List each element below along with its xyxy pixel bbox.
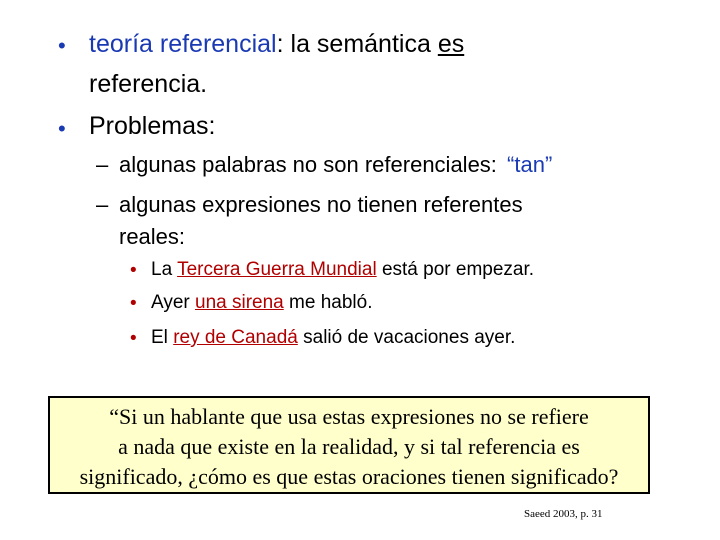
dash-marker: – — [96, 152, 109, 177]
sub-item-palabras — [119, 152, 552, 178]
sub1-text: algunas palabras no son referenciales: — [119, 152, 497, 177]
quote-line: significado, ¿cómo es que estas oraciones tienen significado? — [79, 464, 619, 489]
item-problemas: Problemas: — [89, 112, 216, 140]
citation: Saeed 2003, p. 31 — [524, 508, 603, 520]
bullet-marker: • — [58, 33, 66, 58]
example-pre: La — [151, 259, 178, 280]
sub-item-expresiones-line2: reales: — [119, 224, 186, 249]
quote-box — [48, 396, 650, 494]
bullet-marker: • — [58, 116, 66, 141]
quote-line: a nada que existe en la realidad, y si tal referencia es — [118, 434, 580, 459]
example-pre: El — [151, 327, 174, 348]
example-post: está por empezar. — [376, 259, 535, 280]
sub-item-expresiones: algunas expresiones no tienen referentes — [119, 192, 523, 217]
example-tercera-guerra — [151, 259, 534, 281]
bullet-marker: • — [130, 260, 137, 281]
quote-line: “Si un hablante que usa estas expresiones no se refiere — [109, 404, 589, 429]
example-post: salió de vacaciones ayer. — [297, 327, 516, 348]
item1-es-underlined: es — [437, 30, 465, 58]
item1-line2: referencia. — [89, 70, 208, 98]
example-phrase: rey de Canadá — [173, 327, 298, 348]
dash-marker: – — [96, 192, 109, 217]
example-phrase: una sirena — [195, 292, 284, 313]
bullet-marker: • — [130, 328, 137, 349]
colon: : — [276, 30, 284, 58]
item1-text: la semántica — [283, 30, 438, 58]
term-teoria-referencial: teoría referencial — [89, 30, 277, 58]
bullet-marker: • — [130, 293, 137, 314]
item-teoria-referencial — [89, 30, 464, 59]
sub1-example-tan: “tan” — [507, 152, 553, 177]
example-phrase: Tercera Guerra Mundial — [177, 259, 377, 280]
example-rey-canada — [151, 327, 515, 349]
example-sirena — [151, 292, 372, 314]
example-pre: Ayer — [151, 292, 196, 313]
example-post: me habló. — [283, 292, 373, 313]
